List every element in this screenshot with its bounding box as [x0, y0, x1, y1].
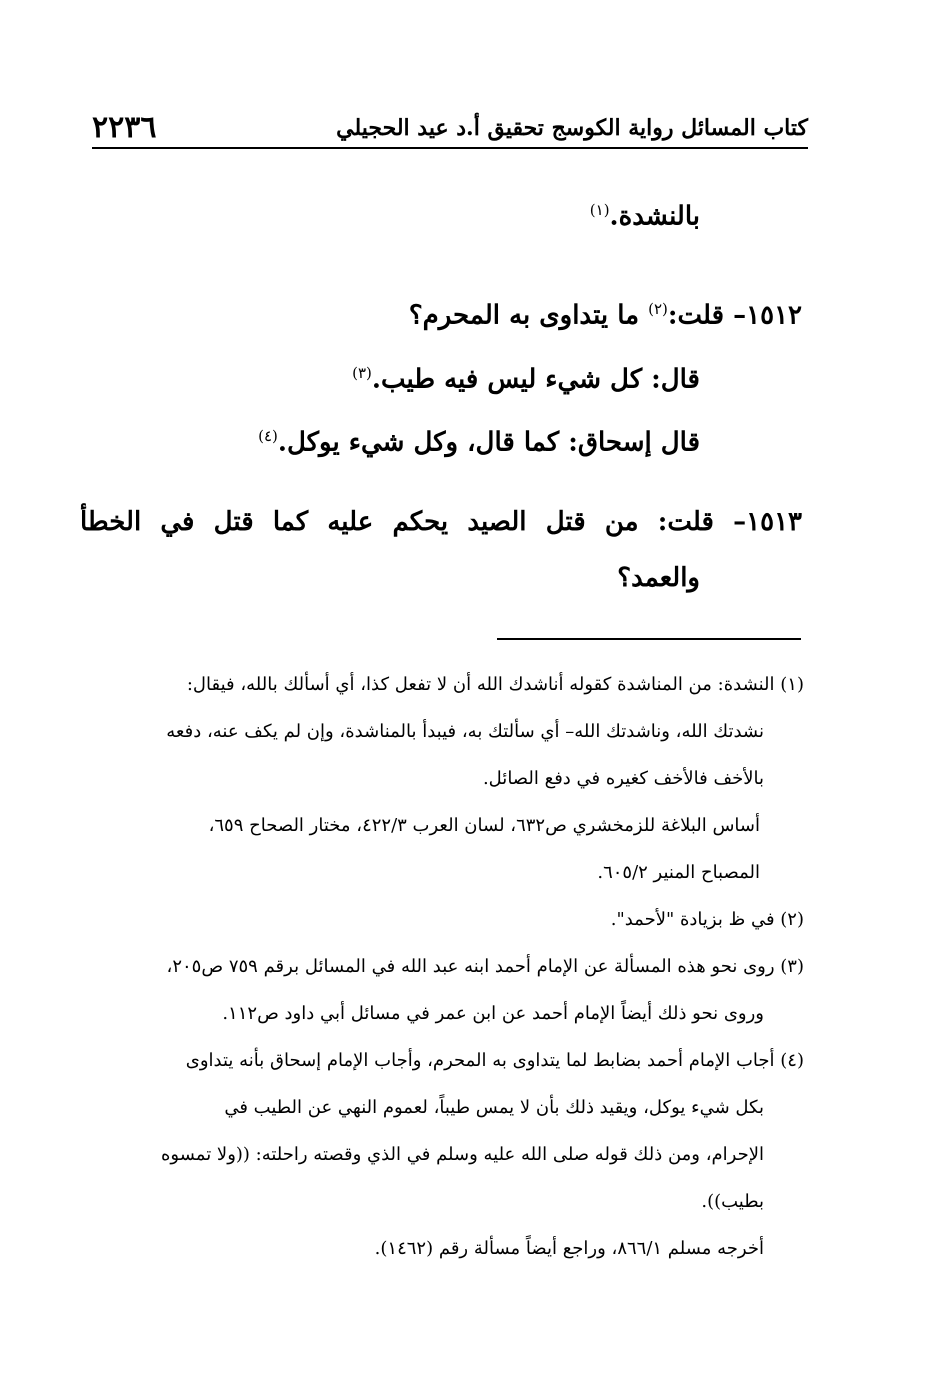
- answer-ishaq: قال إسحاق: كما قال، وكل شيء يوكل.$^{(٤)}$: [258, 427, 700, 458]
- footnote-4-line-4: بطيب)).: [701, 1191, 764, 1212]
- question-prefix: قلت:: [667, 300, 725, 331]
- book-title: كتاب المسائل رواية الكوسج تحقيق أ.د عيد الحجيلي: [336, 115, 808, 141]
- footnotes: [78, 661, 804, 1272]
- header-rule: [92, 147, 808, 149]
- footnote-4-source: أخرجه مسلم ٨٦٦/١، وراجع أيضاً مسألة رقم (١٤٦٢).: [374, 1238, 764, 1259]
- footnote-1-source-2: المصباح المنير ٦٠٥/٢.: [597, 862, 760, 883]
- footnote-1-line-3: بالأخف فالأخف كغيره في دفع الصائل.: [482, 768, 764, 789]
- carryover-text: بالنشدة.: [609, 201, 700, 232]
- question-1513: [80, 494, 802, 606]
- answer-ahmad: قال: كل شيء ليس فيه طيب.$^{(٣)}$: [352, 363, 700, 395]
- footnote-ref-4: (٤): [258, 427, 278, 446]
- footnote-3-line-1: (٣) روى نحو هذه المسألة عن الإمام أحمد ابنه عبد الله في المسائل برقم ٧٥٩ ص٢٠٥،: [166, 956, 804, 977]
- question-line-1: ١٥١٣– قلت: من قتل الصيد يحكم عليه كما قتل في الخطأ: [80, 507, 802, 537]
- question-text: ما يتداوى به المحرم؟: [408, 300, 640, 331]
- footnote-3-line-2: وروى نحو ذلك أيضاً الإمام أحمد عن ابن عمر في مسائل أبي داود ص١١٢.: [222, 1003, 764, 1024]
- footnote-1-source-1: أساس البلاغة للزمخشري ص٦٣٢، لسان العرب ٤٢٢/٣، مختار الصحاح ٦٥٩،: [208, 815, 760, 836]
- running-header: [92, 102, 808, 148]
- question-number: ١٥١٣–: [733, 507, 802, 537]
- footnote-4-line-3: الإحرام، ومن ذلك قوله صلى الله عليه وسلم في الذي وقصته راحلته: ((ولا تمسوه: [161, 1144, 764, 1165]
- footnote-2: (٢) في ظ بزيادة "لأحمد".: [610, 909, 804, 930]
- page-number: ٢٢٣٦: [92, 110, 157, 145]
- footnote-4-line-1: (٤) أجاب الإمام أحمد بضابط لما يتداوى به المحرم، وأجاب الإمام إسحاق بأنه يتداوى: [185, 1050, 804, 1071]
- footnote-4-line-2: بكل شيء يوكل، ويقيد ذلك بأن لا يمس طيباً، لعموم النهي عن الطيب في: [224, 1097, 764, 1118]
- footnote-ref-2: (٢): [648, 300, 668, 318]
- footnote-ref-3: (٣): [352, 363, 372, 382]
- carryover-line: [80, 182, 802, 245]
- question-1512: [80, 280, 802, 472]
- footnote-1-line-1: (١) النشدة: من المناشدة كقوله أناشدك الله أن لا تفعل كذا، أي أسألك بالله، فيقال:: [186, 674, 804, 695]
- footnote-ref-1: (١): [589, 201, 610, 219]
- question-line-2: والعمد؟: [617, 563, 700, 593]
- footnote-separator: [497, 638, 801, 640]
- question-number: ١٥١٢–: [733, 300, 802, 331]
- footnote-1-line-2: نشدتك الله، وناشدتك الله– أي سألتك به، فيبدأ بالمناشدة، وإن لم يكف عنه، دفعه: [166, 721, 764, 742]
